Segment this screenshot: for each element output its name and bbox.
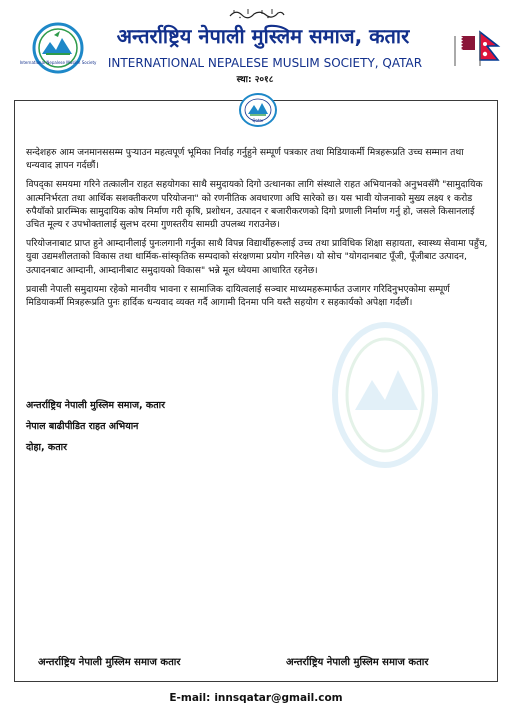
paragraph-reinvestment: परियोजनाबाट प्राप्त हुने आम्दानीलाई पुनःलगानी गर्नुका साथै विपन्न विद्यार्थीहरूलाई उच्च तथा प्राविधिक शिक्षा सहायता, स्वास्थ्य सेवामा पहुँच, युवा उद्यमशीलताको विकास तथा धार्मिक-सांस्कृतिक सम्पदाको संरक्षणमा प्रयोग गरिनेछ। यो सोच "योगदानबाट पूँजी, पूँजीबाट उत्पादन, उत्पादनबाट आम्दानी, आम्दानीबाट समुदायको विकास" भन्ने मूल ध्येयमा आधारित रहनेछ। [26, 238, 488, 276]
society-seal-icon [236, 92, 280, 128]
letter-body [26, 146, 488, 315]
logo-text: International Nepalese Muslim Society [19, 60, 97, 65]
watermark-seal-icon [330, 320, 440, 470]
nepal-flag-icon [480, 32, 498, 66]
seal-text: Qatar [252, 118, 264, 123]
signoff-campaign: नेपाल बाढीपीडित राहत अभियान [26, 421, 139, 432]
bismillah-calligraphy [228, 7, 286, 19]
contact-email [0, 692, 512, 704]
signoff-organization: अन्तर्राष्ट्रिय नेपाली मुस्लिम समाज, कतार [26, 400, 165, 411]
signature-left: अन्तर्राष्ट्रिय नेपाली मुस्लिम समाज कतार [38, 657, 181, 668]
email-address[interactable]: innsqatar@gmail.com [214, 692, 343, 704]
established-year: स्था: २०१८ [236, 75, 274, 85]
qatar-nepal-flags-icon [452, 26, 502, 68]
organization-logo-icon [19, 22, 97, 74]
qatar-flag-icon [455, 36, 475, 66]
email-label: E-mail: [169, 692, 211, 704]
paragraph-closing-thanks: प्रवासी नेपाली समुदायमा रहेको मानवीय भावना र सामाजिक दायित्वलाई सञ्चार माध्यमहरूमार्फत उजागर गरिदिनुभएकोमा सम्पूर्ण मिडियाकर्मी मित्रहरूप्रति पुनः हार्दिक धन्यवाद व्यक्त गर्दै आगामी दिनमा पनि यस्तै सहयोग र सहकार्यको अपेक्षा गर्दछौं। [26, 283, 450, 309]
signoff-location: दोहा, कतार [26, 442, 67, 453]
paragraph-project-concept: विपद्का समयमा गरिने तत्कालीन राहत सहयोगका साथै समुदायको दिगो उत्थानका लागि संस्थाले राहत अभियानको अनुभवसँगै "सामुदायिक आत्मनिर्भरता तथा आर्थिक सशक्तीकरण परियोजना" को रणनीतिक अवधारणा अघि सारेको छ। यस भावी योजनाको मुख्य लक्ष्य १ करोड रुपैयाँको प्रारम्भिक सामुदायिक कोष निर्माण गरी कृषि, प्रशोधन, उत्पादन र बजारीकरणको दिगो प्रणाली निर्माण गर्नु हो, जसले किसानलाई उचित मूल्य र उपभोक्तालाई सुलभ दरमा गुणस्तरीय सामग्री उपलब्ध गराउनेछ। [26, 179, 483, 231]
paragraph-gratitude: सन्देशहरु आम जनमानससम्म पुऱ्याउन महत्वपूर्ण भूमिका निर्वाह गर्नुहुने सम्पूर्ण पत्रकार तथा मिडियाकर्मी मित्रहरूप्रति उच्च सम्मान तथा धन्यवाद ज्ञापन गर्दछौं। [26, 147, 464, 172]
organization-title-nepali: अन्तर्राष्ट्रिय नेपाली मुस्लिम समाज, कतार [116, 24, 410, 48]
signature-right: अन्तर्राष्ट्रिय नेपाली मुस्लिम समाज कतार [286, 657, 429, 668]
organization-title-english: INTERNATIONAL NEPALESE MUSLIM SOCIETY, QATAR [107, 56, 423, 70]
